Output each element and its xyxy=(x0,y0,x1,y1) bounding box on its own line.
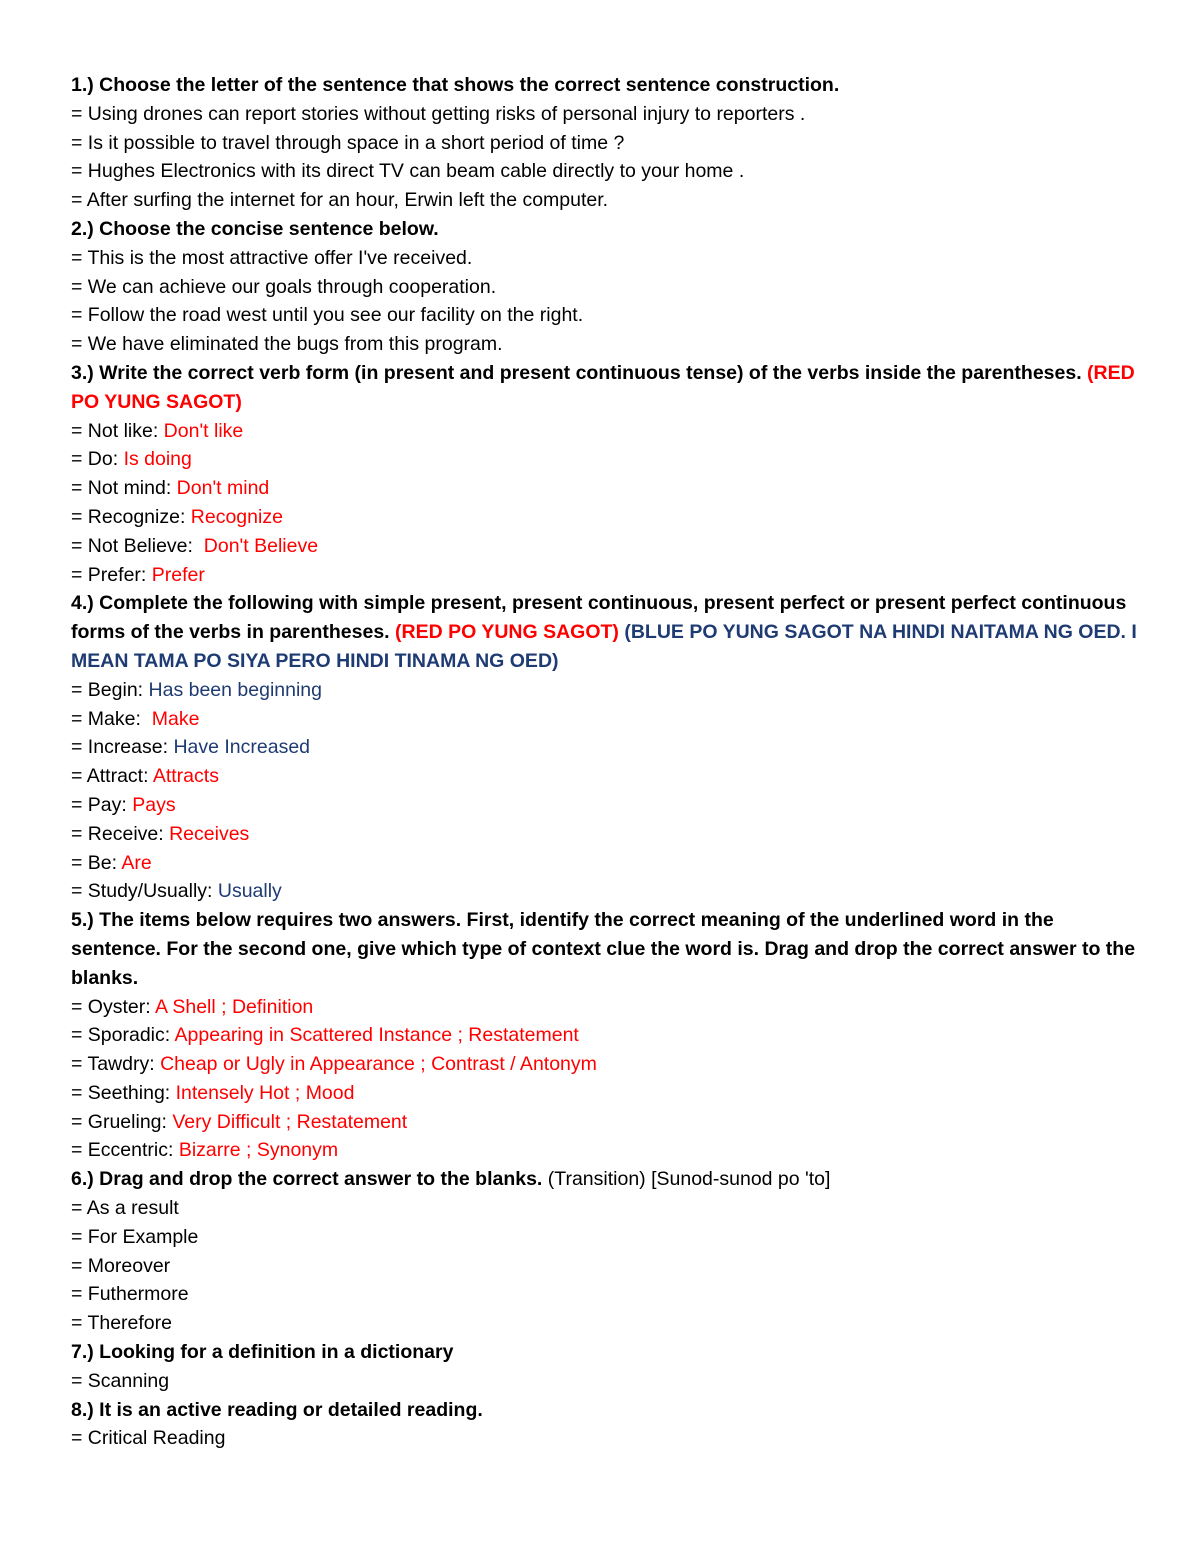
q4-item-prompt: = Pay: xyxy=(71,793,133,816)
q4-item-prompt: = Receive: xyxy=(71,822,170,845)
q5-item-prompt: = Tawdry: xyxy=(71,1053,161,1076)
q4-item xyxy=(71,877,1141,906)
q1-option-4: = After surfing the internet for an hour, Erwin left the computer. xyxy=(71,189,609,212)
q4-item-prompt: = Be: xyxy=(71,851,122,874)
q1-option-1: = Using drones can report stories without getting risks of personal injury to reporters . xyxy=(71,102,806,125)
q2-option-3: = Follow the road west until you see our facility on the right. xyxy=(71,304,584,327)
q5-item-answer: Appearing in Scattered Instance ; Restatement xyxy=(174,1024,579,1047)
q3-item-prompt: = Prefer: xyxy=(71,563,152,586)
q4-item xyxy=(71,849,1141,878)
q5-item xyxy=(71,1079,1141,1108)
q3-item xyxy=(71,532,1141,561)
q4-item xyxy=(71,791,1141,820)
q4-item-answer: Are xyxy=(121,851,152,874)
q3-item-answer: Don't Believe xyxy=(203,534,319,557)
question-2: 2.) Choose the concise sentence below. xyxy=(71,217,439,240)
q5-item xyxy=(71,1108,1141,1137)
q4-item xyxy=(71,705,1141,734)
question-4-text: 4.) Complete the following with simple present, present continuous, present perfect or present perfect continuous forms of the verbs in parentheses. xyxy=(71,592,1127,644)
q3-item-answer: Don't mind xyxy=(176,477,270,500)
q3-item xyxy=(71,445,1141,474)
q1-option-3: = Hughes Electronics with its direct TV can beam cable directly to your home . xyxy=(71,160,745,183)
q3-item-answer: Prefer xyxy=(151,563,205,586)
q5-item-prompt: = Sporadic: xyxy=(71,1024,175,1047)
q3-item-answer: Is doing xyxy=(123,448,192,471)
q5-item-prompt: = Oyster: xyxy=(71,995,155,1018)
q3-item-prompt: = Recognize: xyxy=(71,505,191,528)
q1-option-2: = Is it possible to travel through space in a short period of time ? xyxy=(71,131,625,154)
q4-item-answer: Has been beginning xyxy=(148,678,322,701)
q6-answer: = As a result xyxy=(71,1197,179,1220)
document-page xyxy=(71,71,1141,1453)
q4-item xyxy=(71,820,1141,849)
q4-item-answer: Make xyxy=(151,707,200,730)
q5-item xyxy=(71,1136,1141,1165)
question-4-red-note: (RED PO YUNG SAGOT) xyxy=(395,621,619,644)
question-1: 1.) Choose the letter of the sentence that shows the correct sentence construction. xyxy=(71,74,840,96)
question-6 xyxy=(71,1165,1141,1194)
q6-answer: = For Example xyxy=(71,1225,199,1248)
q4-item-prompt: = Make: xyxy=(71,707,152,730)
q2-option-2: = We can achieve our goals through cooperation. xyxy=(71,275,497,298)
q5-item-answer: A Shell ; Definition xyxy=(155,995,314,1018)
q5-item xyxy=(71,1050,1141,1079)
question-3 xyxy=(71,359,1141,417)
question-3-text: 3.) Write the correct verb form (in present and present continuous tense) of the verbs inside the parentheses. xyxy=(71,361,1082,384)
question-5: 5.) The items below requires two answers. First, identify the correct meaning of the underlined word in the sentence. For the second one, give which type of context clue the word is. Drag and drop the correct answer to the blanks. xyxy=(71,909,1136,989)
q4-item-prompt: = Begin: xyxy=(71,678,149,701)
q5-item-answer: Bizarre ; Synonym xyxy=(178,1139,339,1162)
q3-item-prompt: = Do: xyxy=(71,448,124,471)
q6-answer: = Futhermore xyxy=(71,1283,189,1306)
q4-item-answer: Receives xyxy=(169,822,250,845)
q4-item-prompt: = Study/Usually: xyxy=(71,880,218,903)
q5-item-prompt: = Seething: xyxy=(71,1081,176,1104)
question-3-red-note: (RED PO YUNG SAGOT) xyxy=(71,361,1135,413)
q3-item-answer: Don't like xyxy=(163,419,244,442)
question-4 xyxy=(71,589,1141,675)
q7-answer: = Scanning xyxy=(71,1369,170,1392)
q3-item xyxy=(71,561,1141,590)
question-6-hint: (Transition) [Sunod-sunod po 'to] xyxy=(542,1168,831,1191)
q5-item-prompt: = Grueling: xyxy=(71,1110,173,1133)
q3-item xyxy=(71,417,1141,446)
q3-item-prompt: = Not Believe: xyxy=(71,534,204,557)
question-8: 8.) It is an active reading or detailed reading. xyxy=(71,1398,483,1421)
question-7: 7.) Looking for a definition in a dictionary xyxy=(71,1341,454,1364)
q5-item xyxy=(71,1021,1141,1050)
q4-item-answer: Pays xyxy=(132,793,176,816)
q3-item xyxy=(71,474,1141,503)
q3-item-prompt: = Not mind: xyxy=(71,477,177,500)
q5-item-answer: Cheap or Ugly in Appearance ; Contrast / Antonym xyxy=(160,1053,597,1076)
q5-item-prompt: = Eccentric: xyxy=(71,1139,179,1162)
q6-answer: = Moreover xyxy=(71,1254,171,1277)
q5-item-answer: Intensely Hot ; Mood xyxy=(175,1081,355,1104)
q3-item-answer: Recognize xyxy=(190,505,283,528)
question-4-blue-note: (BLUE PO YUNG SAGOT NA HINDI NAITAMA NG OED. I MEAN TAMA PO SIYA PERO HINDI TINAMA NG OED) xyxy=(71,621,1137,672)
q5-item-answer: Very Difficult ; Restatement xyxy=(172,1110,408,1133)
q6-answer: = Therefore xyxy=(71,1312,172,1335)
q4-item xyxy=(71,762,1141,791)
q2-option-1: = This is the most attractive offer I've received. xyxy=(71,246,473,269)
q4-item-answer: Attracts xyxy=(152,765,219,788)
q4-item-answer: Usually xyxy=(217,880,282,903)
q4-item xyxy=(71,733,1141,762)
question-6-text: 6.) Drag and drop the correct answer to the blanks. xyxy=(71,1168,543,1191)
q4-item-prompt: = Increase: xyxy=(71,736,174,759)
q4-item-answer: Have Increased xyxy=(173,736,311,759)
q4-item-prompt: = Attract: xyxy=(71,765,153,788)
q5-item xyxy=(71,993,1141,1022)
q4-item xyxy=(71,676,1141,705)
q2-option-4: = We have eliminated the bugs from this program. xyxy=(71,333,503,356)
q3-item-prompt: = Not like: xyxy=(71,419,164,442)
q8-answer: = Critical Reading xyxy=(71,1427,226,1450)
q3-item xyxy=(71,503,1141,532)
